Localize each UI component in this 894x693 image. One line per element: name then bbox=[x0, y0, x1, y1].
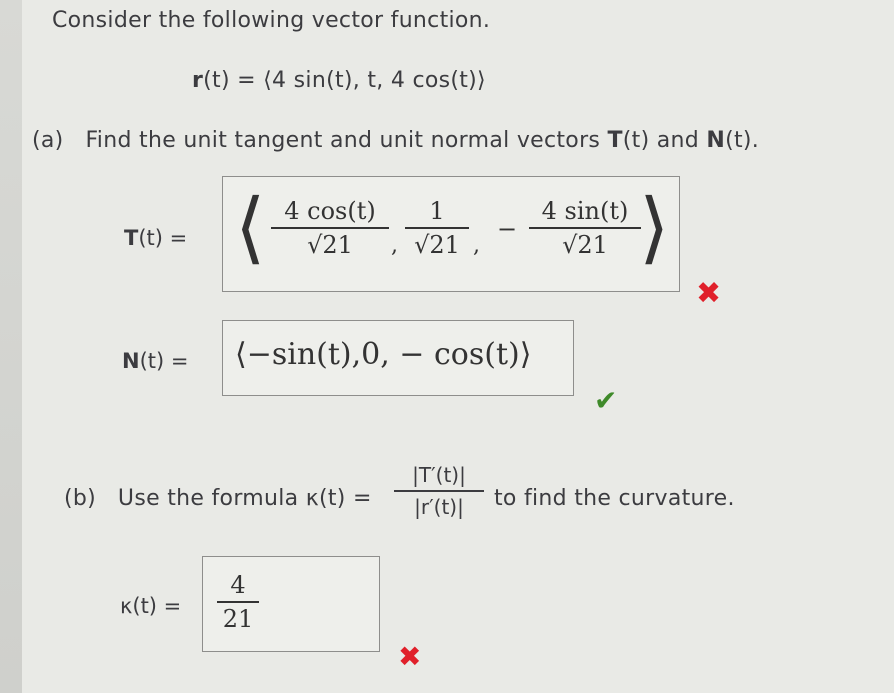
part-b-prompt-tail: to find the curvature. bbox=[494, 486, 735, 511]
part-a-prompt: (a) Find the unit tangent and unit normal vectors T(t) and N(t). bbox=[32, 128, 760, 153]
kappa-incorrect-icon: ✖ bbox=[398, 640, 422, 673]
kappa-answer: 4 21 bbox=[217, 571, 259, 633]
intro-text: Consider the following vector function. bbox=[52, 8, 491, 33]
part-a-marker: (a) bbox=[32, 128, 64, 153]
N-correct-icon: ✔ bbox=[594, 384, 618, 417]
part-b-marker: (b) bbox=[64, 486, 97, 511]
part-b-prompt-lead: (b) Use the formula κ(t) = bbox=[64, 486, 372, 511]
N-label: N(t) = bbox=[122, 349, 189, 373]
T-label: T(t) = bbox=[124, 226, 188, 250]
T-incorrect-icon: ✖ bbox=[696, 276, 722, 311]
curvature-formula-fraction: |T′(t)| |r′(t)| bbox=[394, 462, 484, 520]
right-angle-bracket: ⟩ bbox=[639, 183, 670, 273]
T-answer-box[interactable]: ⟨ 4 cos(t) √21 , 1 √21 , − 4 sin(t) √21 ⟩ bbox=[222, 176, 680, 292]
T-component-3: 4 sin(t) √21 bbox=[529, 197, 641, 259]
N-answer: ⟨−sin(t),0, − cos(t)⟩ bbox=[235, 337, 532, 372]
question-panel bbox=[32, 0, 894, 693]
T-component-1: 4 cos(t) √21 bbox=[271, 197, 389, 259]
left-angle-bracket: ⟨ bbox=[235, 183, 266, 273]
function-definition: r(t) = ⟨4 sin(t), t, 4 cos(t)⟩ bbox=[192, 68, 486, 93]
kappa-answer-box[interactable] bbox=[202, 556, 380, 652]
T-component-3-sign: − bbox=[497, 215, 518, 243]
kappa-label: κ(t) = bbox=[120, 594, 182, 618]
function-rhs: ⟨4 sin(t), t, 4 cos(t)⟩ bbox=[263, 68, 486, 93]
T-component-2: 1 √21 bbox=[405, 197, 469, 259]
N-answer-box[interactable] bbox=[222, 320, 574, 396]
left-margin-strip bbox=[0, 0, 22, 693]
